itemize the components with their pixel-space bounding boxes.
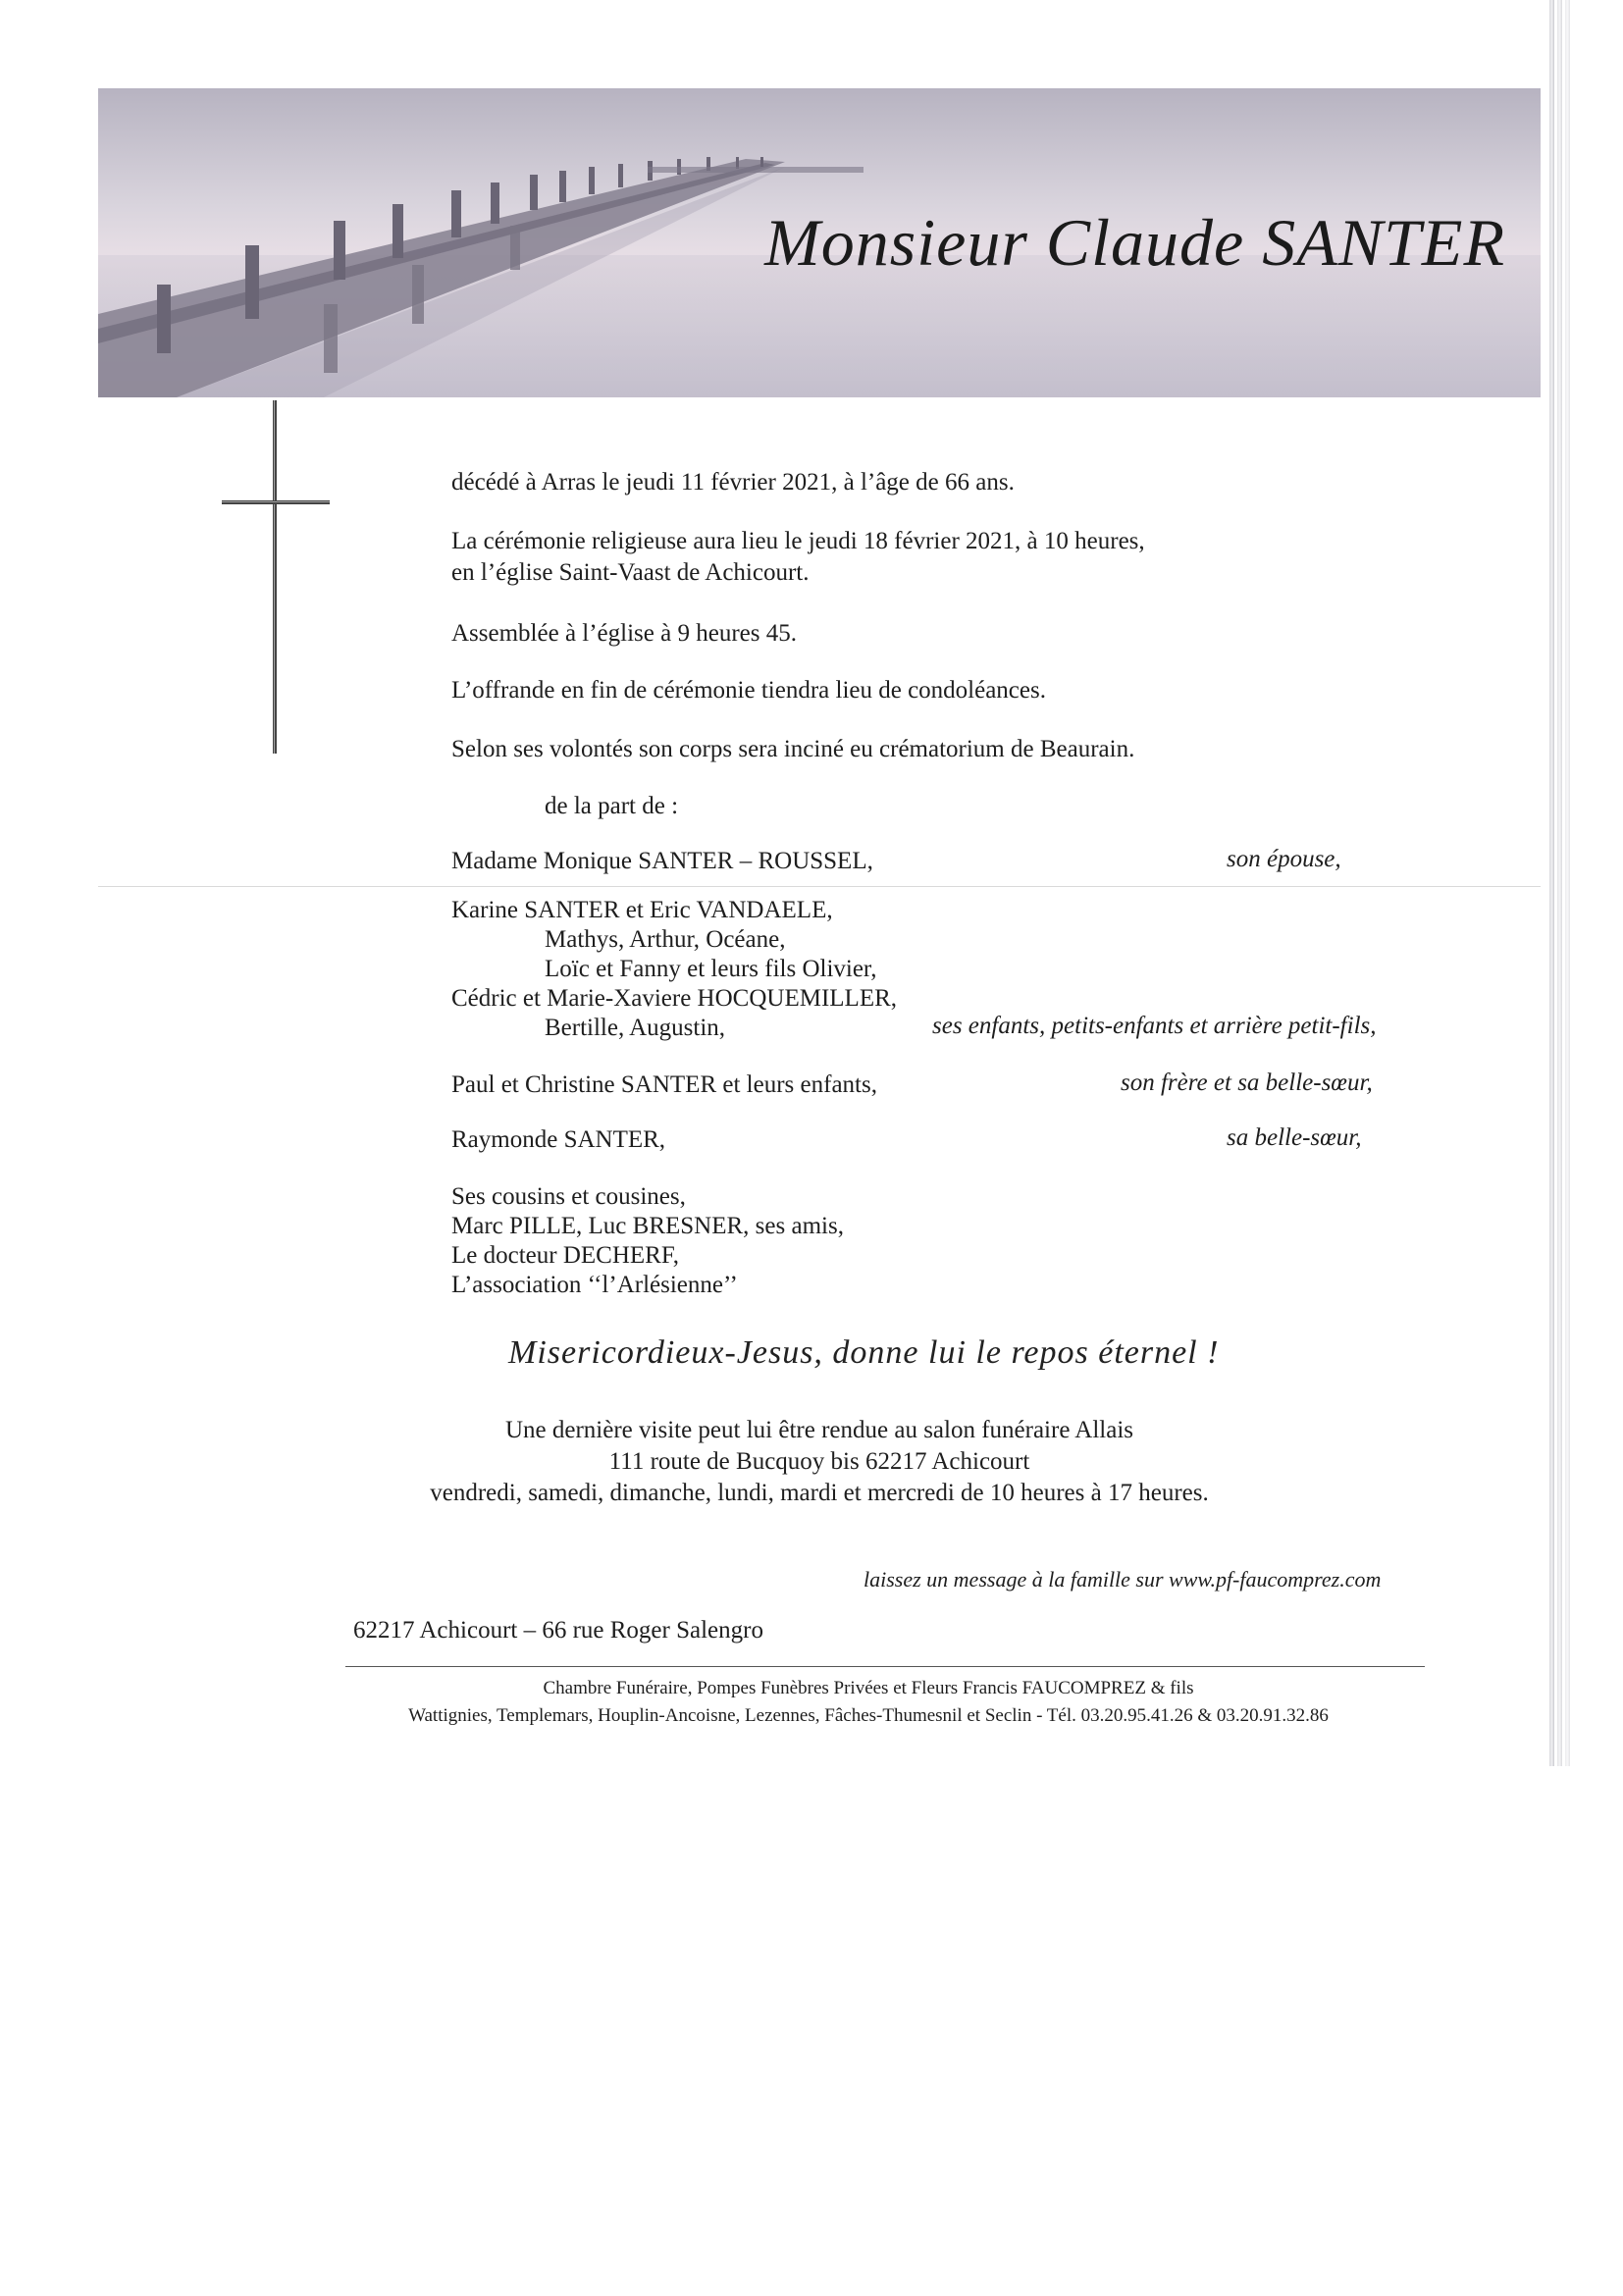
funeral-home-locations: Wattignies, Templemars, Houplin-Ancoisne, Lezennes, Fâches-Thumesnil et Seclin - Tél. 03.20.95.41.26 & 03.20.91.32.86	[408, 1705, 1329, 1726]
child-line: Mathys, Arthur, Océane,	[545, 926, 786, 953]
spouse-name: Madame Monique SANTER – ROUSSEL,	[451, 848, 873, 874]
paper-edge	[1557, 0, 1562, 1766]
cross-icon	[222, 400, 330, 754]
brother-relation: son frère et sa belle-sœur,	[1121, 1070, 1373, 1096]
other-mourner: Le docteur DECHERF,	[451, 1242, 679, 1269]
other-mourner: L’association ‘‘l’Arlésienne’’	[451, 1272, 738, 1298]
cremation-info: Selon ses volontés son corps sera inciné eu crématorium de Beaurain.	[451, 736, 1135, 762]
header-banner	[98, 88, 1541, 397]
prayer-line: Misericordieux-Jesus, donne lui le repos éternel !	[508, 1334, 1220, 1371]
web-message: laissez un message à la famille sur www.pf-faucomprez.com	[864, 1567, 1382, 1592]
other-mourner: Marc PILLE, Luc BRESNER, ses amis,	[451, 1213, 844, 1239]
visit-line-3: vendredi, samedi, dimanche, lundi, mardi et mercredi de 10 heures à 17 heures.	[430, 1480, 1209, 1506]
offering-info: L’offrande en fin de cérémonie tiendra lieu de condoléances.	[451, 677, 1046, 704]
children-relation: ses enfants, petits-enfants et arrière petit-fils,	[932, 1013, 1377, 1039]
ceremony-line-1: La cérémonie religieuse aura lieu le jeudi 18 février 2021, à 10 heures,	[451, 528, 1145, 554]
visit-line-2: 111 route de Bucquoy bis 62217 Achicourt	[608, 1448, 1030, 1475]
child-line: Cédric et Marie-Xaviere HOCQUEMILLER,	[451, 985, 898, 1012]
child-line: Karine SANTER et Eric VANDAELE,	[451, 897, 833, 923]
ceremony-line-2: en l’église Saint-Vaast de Achicourt.	[451, 559, 810, 586]
visit-line-1: Une dernière visite peut lui être rendue au salon funéraire Allais	[504, 1417, 1134, 1443]
from-label: de la part de :	[545, 793, 679, 819]
child-line: Loïc et Fanny et leurs fils Olivier,	[545, 956, 877, 982]
spouse-relation: son épouse,	[1227, 846, 1341, 872]
brother-name: Paul et Christine SANTER et leurs enfants,	[451, 1071, 877, 1098]
sister-in-law-name: Raymonde SANTER,	[451, 1126, 666, 1153]
funeral-home-name: Chambre Funéraire, Pompes Funèbres Privées et Fleurs Francis FAUCOMPREZ & fils	[543, 1678, 1194, 1698]
child-line: Bertille, Augustin,	[545, 1015, 726, 1041]
other-mourner: Ses cousins et cousines,	[451, 1183, 686, 1210]
paper-edge	[1565, 0, 1570, 1766]
assembly-info: Assemblée à l’église à 9 heures 45.	[451, 620, 797, 647]
obituary-notice	[98, 88, 1541, 1766]
paper-edge	[1549, 0, 1554, 1766]
family-address: 62217 Achicourt – 66 rue Roger Salengro	[353, 1617, 763, 1644]
death-announcement: décédé à Arras le jeudi 11 février 2021, à l’âge de 66 ans.	[451, 469, 1015, 496]
sister-in-law-relation: sa belle-sœur,	[1227, 1124, 1362, 1151]
fold-line	[98, 886, 1541, 887]
footer-divider	[345, 1666, 1425, 1667]
deceased-name-title: Monsieur Claude SANTER	[764, 205, 1505, 280]
